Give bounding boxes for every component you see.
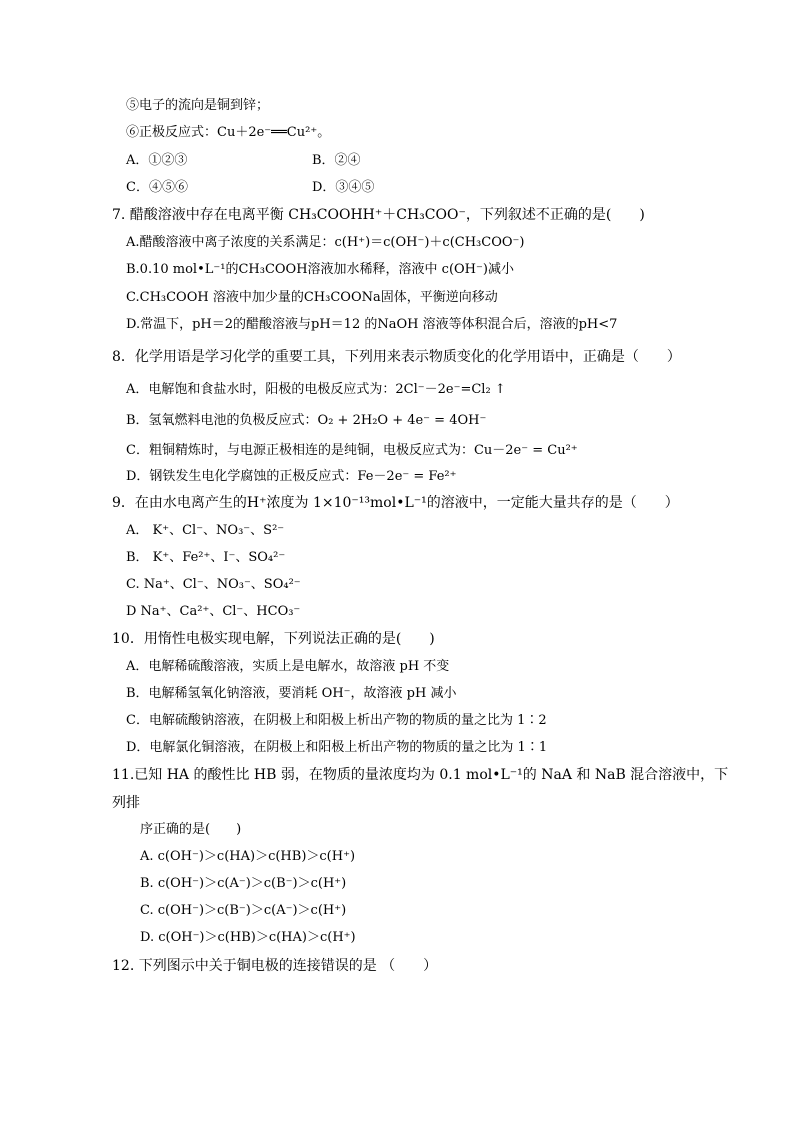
option-c: C．④⑤⑥ <box>126 180 188 195</box>
question-9-option-b: B． K⁺、Fe²⁺、I⁻、SO₄²⁻ <box>126 550 286 565</box>
question-12: 12. 下列图示中关于铜电极的连接错误的是 （ ） <box>112 958 438 974</box>
question-11-option-b: B. c(OH⁻)＞c(A⁻)＞c(B⁻)＞c(H⁺) <box>140 876 347 891</box>
question-7-option-a: A.醋酸溶液中离子浓度的关系满足：c(H⁺)＝c(OH⁻)＋c(CH₃COO⁻) <box>126 235 525 250</box>
option-d: D．③④⑤ <box>312 180 375 195</box>
question-9-option-c: C. Na⁺、Cl⁻、NO₃⁻、SO₄²⁻ <box>126 577 301 592</box>
question-7-option-b: B.0.10 mol•L⁻¹的CH₃COOH溶液加水稀释，溶液中 c(OH⁻)减小 <box>126 262 514 277</box>
question-9-option-a: A． K⁺、Cl⁻、NO₃⁻、S²⁻ <box>126 523 285 538</box>
question-10-option-a: A．电解稀硫酸溶液，实质上是电解水，故溶液 pH 不变 <box>126 659 450 674</box>
question-11-continued-2: 序正确的是( ) <box>140 822 242 837</box>
question-10: 10．用惰性电极实现电解，下列说法正确的是( ) <box>112 631 435 647</box>
question-11-continued: 列排 <box>112 795 140 811</box>
statement-6: ⑥正极反应式：Cu＋2e⁻══Cu²⁺。 <box>126 125 331 140</box>
question-8-option-a: A．电解饱和食盐水时，阳极的电极反应式为：2Cl⁻－2e⁻=Cl₂ ↑ <box>126 382 506 397</box>
question-8-option-b: B．氢氧燃料电池的负极反应式：O₂ + 2H₂O + 4e⁻ = 4OH⁻ <box>126 413 487 428</box>
question-11: 11.已知 HA 的酸性比 HB 弱，在物质的量浓度均为 0.1 mol•L⁻¹的 NaA 和 NaB 混合溶液中，下 <box>112 767 729 783</box>
question-10-option-b: B．电解稀氢氧化钠溶液，要消耗 OH⁻，故溶液 pH 减小 <box>126 686 457 701</box>
question-9: 9．在由水电离产生的H⁺浓度为 1×10⁻¹³mol•L⁻¹的溶液中，一定能大量共存的是（ ） <box>112 495 679 511</box>
question-10-option-c: C．电解硫酸钠溶液，在阴极上和阳极上析出产物的物质的量之比为 1∶2 <box>126 713 547 728</box>
question-11-option-a: A. c(OH⁻)＞c(HA)＞c(HB)＞c(H⁺) <box>140 849 356 864</box>
question-8-option-c: C．粗铜精炼时，与电源正极相连的是纯铜，电极反应式为：Cu－2e⁻ = Cu²⁺ <box>126 443 578 458</box>
question-8: 8．化学用语是学习化学的重要工具，下列用来表示物质变化的化学用语中，正确是（ ） <box>112 349 681 365</box>
question-9-option-d: D Na⁺、Ca²⁺、Cl⁻、HCO₃⁻ <box>126 604 301 619</box>
question-10-option-d: D．电解氯化铜溶液，在阴极上和阳极上析出产物的物质的量之比为 1∶1 <box>126 740 548 755</box>
question-11-option-d: D. c(OH⁻)＞c(HB)＞c(HA)＞c(H⁺) <box>140 930 356 945</box>
question-8-option-d: D．钢铁发生电化学腐蚀的正极反应式：Fe－2e⁻ = Fe²⁺ <box>126 469 457 484</box>
option-a: A．①②③ <box>126 153 188 168</box>
question-7-option-d: D.常温下，pH＝2的醋酸溶液与pH＝12 的NaOH 溶液等体积混合后，溶液的pH<7 <box>126 317 618 332</box>
option-b: B．②④ <box>312 153 361 168</box>
question-7: 7. 醋酸溶液中存在电离平衡 CH₃COOHH⁺＋CH₃COO⁻，下列叙述不正确的是( ) <box>112 207 645 223</box>
question-7-option-c: C.CH₃COOH 溶液中加少量的CH₃COONa固体，平衡逆向移动 <box>126 290 498 305</box>
question-11-option-c: C. c(OH⁻)＞c(B⁻)＞c(A⁻)＞c(H⁺) <box>140 903 347 918</box>
statement-5: ⑤电子的流向是铜到锌； <box>126 98 270 113</box>
